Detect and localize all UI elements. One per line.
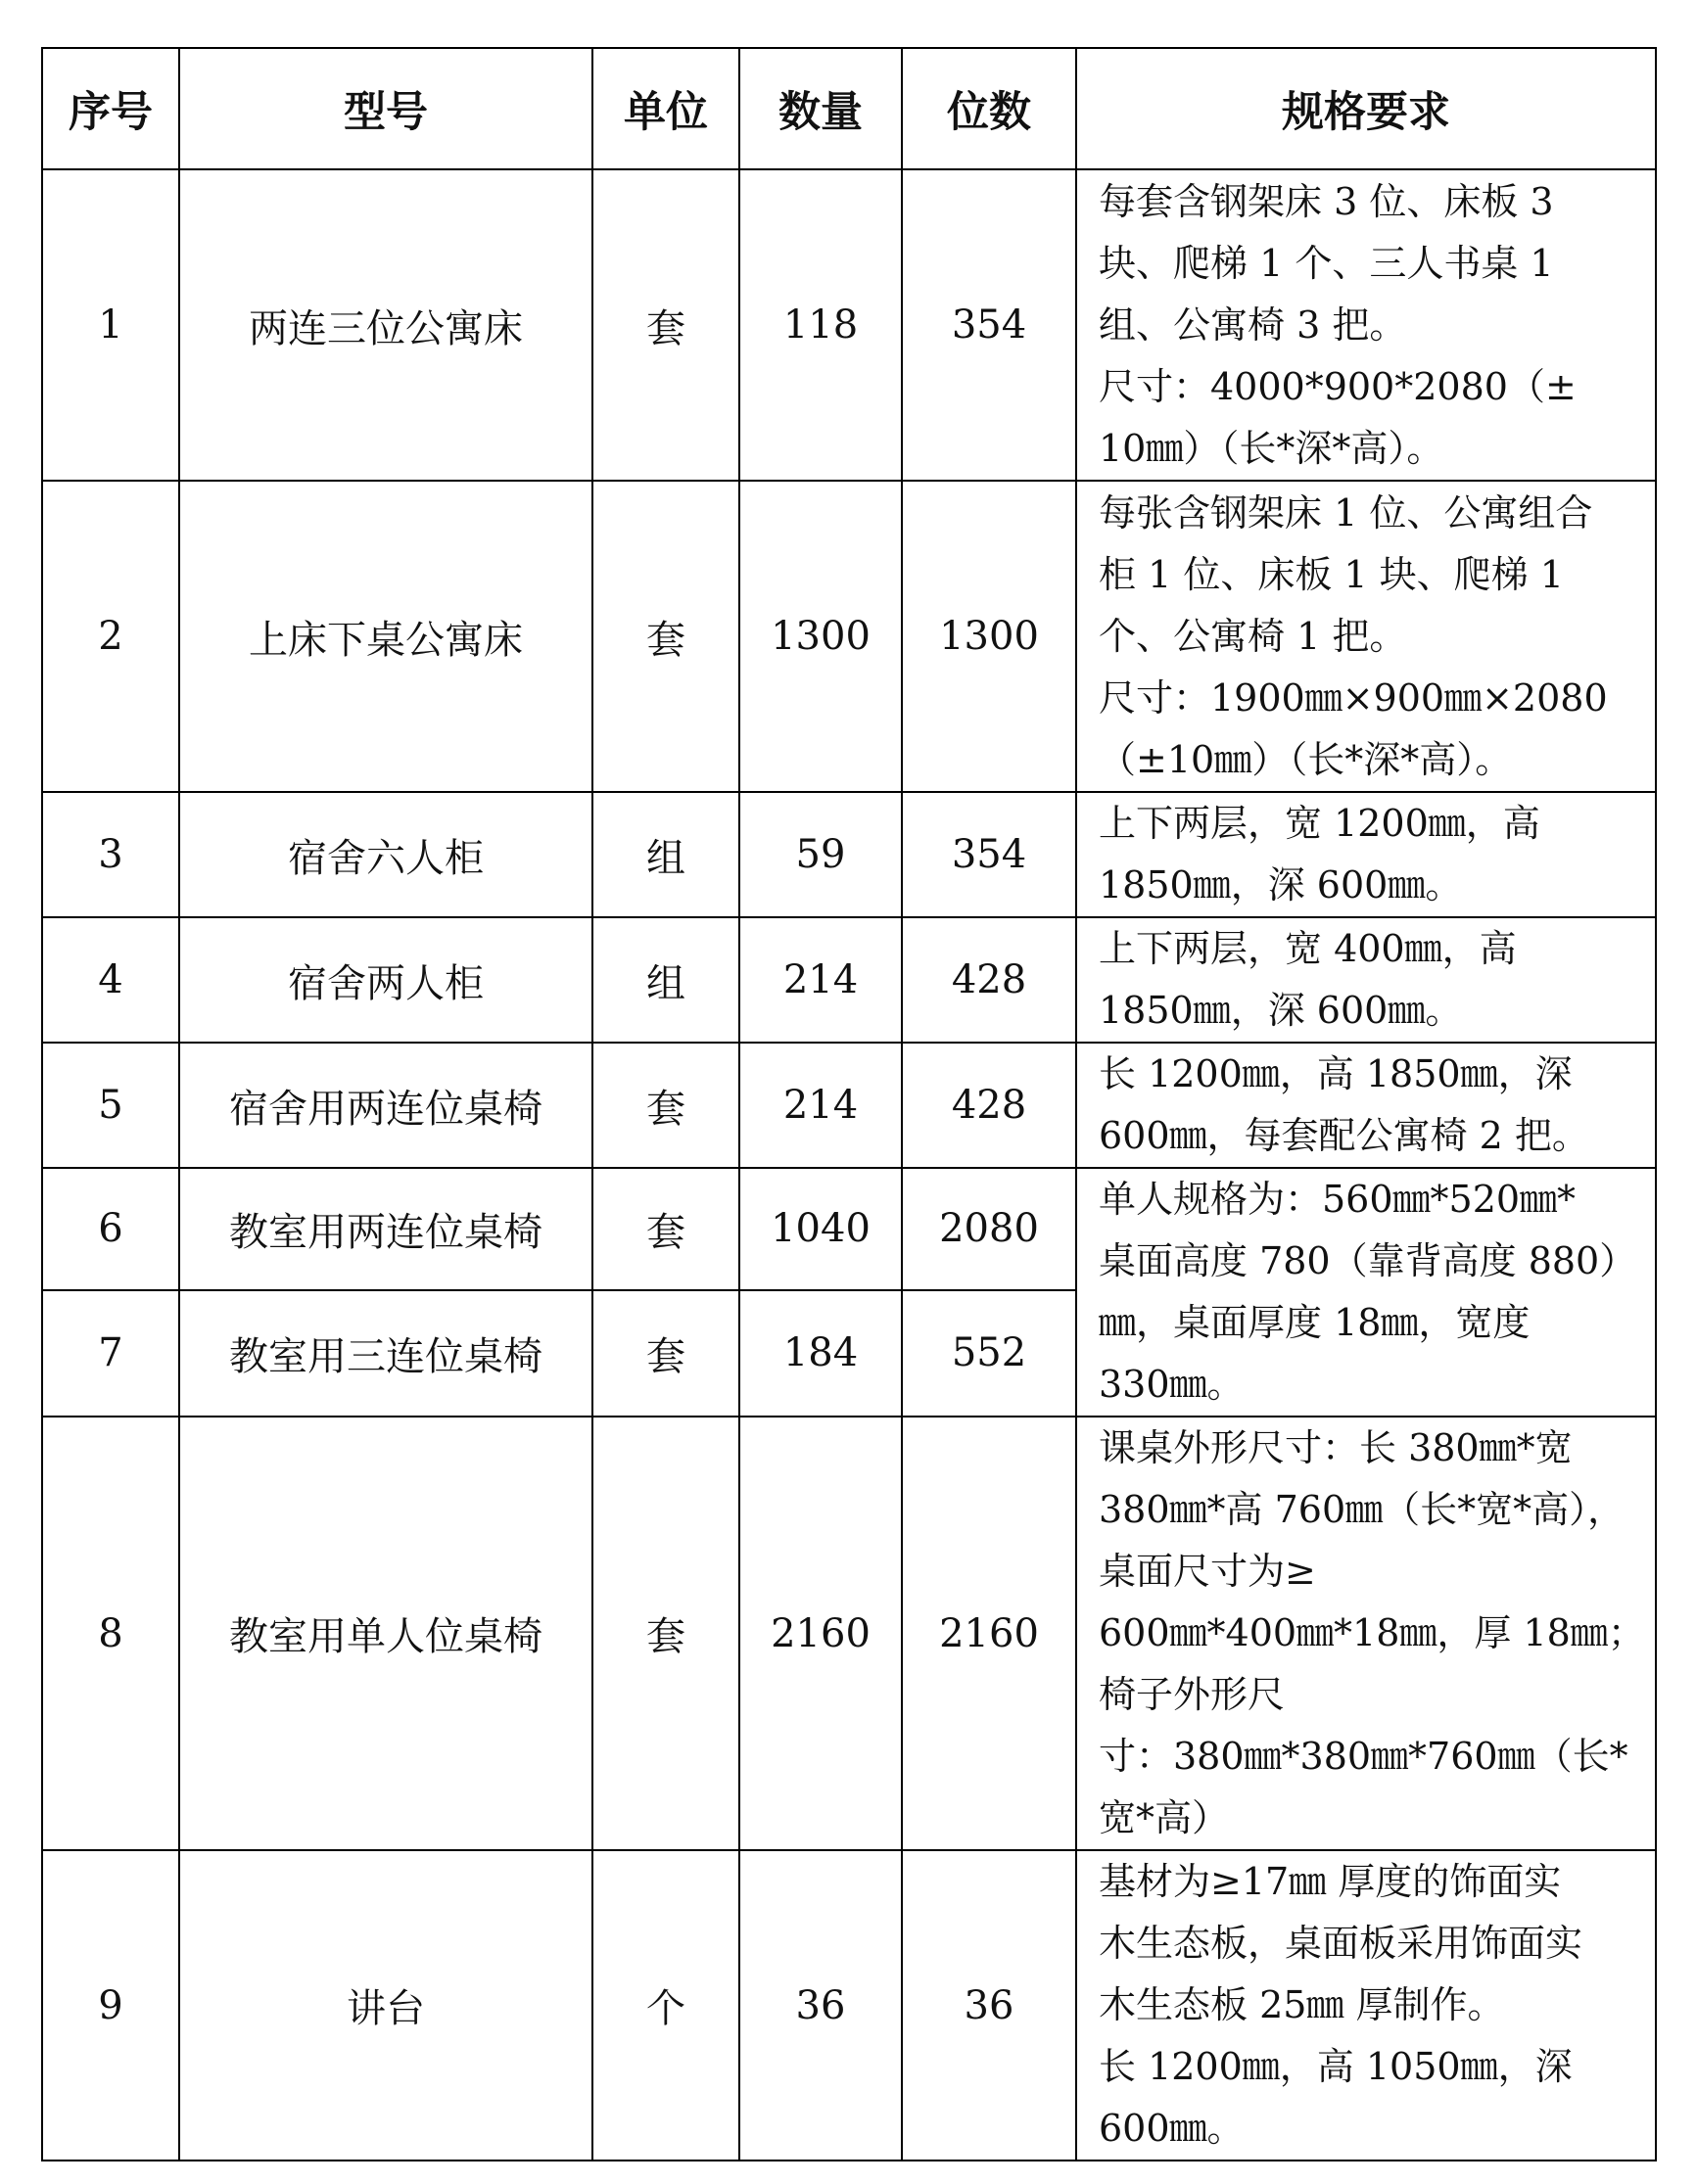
cell-no: 1 <box>42 169 179 481</box>
spec-line: 尺寸：1900㎜×900㎜×2080 <box>1099 675 1608 720</box>
cell-spec <box>1076 1850 1656 2161</box>
cell-no: 9 <box>42 1850 179 2161</box>
cell-unit: 组 <box>592 917 739 1043</box>
cell-model: 两连三位公寓床 <box>179 169 592 481</box>
cell-model: 讲台 <box>179 1850 592 2161</box>
spec-line: 桌面尺寸为≥ <box>1099 1550 1316 1593</box>
cell-model: 教室用两连位桌椅 <box>179 1168 592 1290</box>
cell-quantity: 118 <box>739 169 902 481</box>
cell-unit: 套 <box>592 1290 739 1417</box>
cell-quantity: 1040 <box>739 1168 902 1290</box>
cell-unit: 套 <box>592 1417 739 1850</box>
table-row <box>42 792 1656 917</box>
spec-line: 10㎜）（长*深*高）。 <box>1099 426 1444 470</box>
cell-no: 2 <box>42 481 179 792</box>
cell-model: 上床下桌公寓床 <box>179 481 592 792</box>
header-no: 序号 <box>42 48 179 169</box>
cell-unit: 套 <box>592 481 739 792</box>
cell-quantity: 1300 <box>739 481 902 792</box>
cell-unit: 组 <box>592 792 739 917</box>
spec-line: 600㎜*400㎜*18㎜，厚 18㎜； <box>1099 1611 1645 1654</box>
spec-line: 柜 1 位、床板 1 块、爬梯 1 <box>1099 552 1564 596</box>
cell-spec <box>1076 917 1656 1043</box>
cell-no: 7 <box>42 1290 179 1417</box>
spec-line: 木生态板 25㎜ 厚制作。 <box>1099 1983 1505 2026</box>
cell-seats: 354 <box>902 792 1076 917</box>
cell-spec <box>1076 1417 1656 1850</box>
cell-spec <box>1076 1168 1656 1417</box>
cell-seats: 354 <box>902 169 1076 481</box>
cell-quantity: 59 <box>739 792 902 917</box>
cell-unit: 套 <box>592 1168 739 1290</box>
table-row <box>42 917 1656 1043</box>
table-row <box>42 1043 1656 1168</box>
table-row <box>42 1850 1656 2161</box>
cell-no: 8 <box>42 1417 179 1850</box>
cell-model: 教室用三连位桌椅 <box>179 1290 592 1417</box>
spec-table <box>41 47 1657 2161</box>
spec-line: 块、爬梯 1 个、三人书桌 1 <box>1099 241 1554 285</box>
table-row <box>42 1168 1656 1290</box>
cell-model: 宿舍六人柜 <box>179 792 592 917</box>
spec-line: 单人规格为：560㎜*520㎜* <box>1099 1178 1577 1221</box>
cell-no: 6 <box>42 1168 179 1290</box>
cell-spec <box>1076 1043 1656 1168</box>
header-row <box>42 48 1656 169</box>
spec-line: 尺寸：4000*900*2080（± <box>1099 364 1577 408</box>
header-spec: 规格要求 <box>1076 48 1656 169</box>
cell-quantity: 214 <box>739 917 902 1043</box>
spec-line: 个、公寓椅 1 把。 <box>1099 614 1407 658</box>
cell-quantity: 184 <box>739 1290 902 1417</box>
cell-quantity: 36 <box>739 1850 902 2161</box>
cell-model: 宿舍用两连位桌椅 <box>179 1043 592 1168</box>
spec-line: 寸：380㎜*380㎜*760㎜（长* <box>1099 1735 1628 1778</box>
cell-seats: 428 <box>902 1043 1076 1168</box>
spec-line: 600㎜。 <box>1099 2107 1245 2150</box>
header-unit: 单位 <box>592 48 739 169</box>
spec-line: 上下两层，宽 400㎜，高 <box>1099 927 1517 970</box>
cell-no: 4 <box>42 917 179 1043</box>
spec-line: 1850㎜，深 600㎜。 <box>1099 863 1463 906</box>
cell-seats: 1300 <box>902 481 1076 792</box>
cell-seats: 428 <box>902 917 1076 1043</box>
table-row <box>42 481 1656 792</box>
spec-line: 椅子外形尺 <box>1099 1673 1286 1716</box>
cell-spec <box>1076 792 1656 917</box>
spec-line: 基材为≥17㎜ 厚度的饰面实 <box>1099 1860 1562 1903</box>
cell-quantity: 214 <box>739 1043 902 1168</box>
cell-model: 宿舍两人柜 <box>179 917 592 1043</box>
cell-seats: 552 <box>902 1290 1076 1417</box>
spec-line: 上下两层，宽 1200㎜，高 <box>1099 802 1540 845</box>
cell-unit: 套 <box>592 169 739 481</box>
spec-line: （±10㎜）（长*深*高）。 <box>1099 737 1513 781</box>
spec-line: 每张含钢架床 1 位、公寓组合 <box>1099 490 1593 534</box>
spec-line: 宽*高） <box>1099 1796 1230 1839</box>
table-row <box>42 169 1656 481</box>
cell-quantity: 2160 <box>739 1417 902 1850</box>
header-model: 型号 <box>179 48 592 169</box>
cell-spec <box>1076 481 1656 792</box>
spec-line: 380㎜*高 760㎜（长*宽*高）， <box>1099 1488 1625 1531</box>
cell-no: 5 <box>42 1043 179 1168</box>
cell-seats: 2160 <box>902 1417 1076 1850</box>
spec-line: 长 1200㎜，高 1050㎜，深 <box>1099 2045 1573 2088</box>
header-seats: 位数 <box>902 48 1076 169</box>
spec-line: 每套含钢架床 3 位、床板 3 <box>1099 179 1554 223</box>
spec-line: 330㎜。 <box>1099 1363 1245 1406</box>
cell-unit: 套 <box>592 1043 739 1168</box>
spec-line: 长 1200㎜，高 1850㎜，深 <box>1099 1052 1573 1095</box>
cell-spec <box>1076 169 1656 481</box>
spec-line: ㎜，桌面厚度 18㎜，宽度 <box>1099 1301 1531 1344</box>
cell-seats: 36 <box>902 1850 1076 2161</box>
cell-no: 3 <box>42 792 179 917</box>
spec-line: 课桌外形尺寸：长 380㎜*宽 <box>1099 1426 1573 1469</box>
spec-line: 木生态板，桌面板采用饰面实 <box>1099 1922 1583 1965</box>
header-quantity: 数量 <box>739 48 902 169</box>
spec-line: 600㎜，每套配公寓椅 2 把。 <box>1099 1114 1589 1157</box>
cell-model: 教室用单人位桌椅 <box>179 1417 592 1850</box>
cell-seats: 2080 <box>902 1168 1076 1290</box>
spec-line: 1850㎜，深 600㎜。 <box>1099 989 1463 1032</box>
spec-line: 桌面高度 780（靠背高度 880） <box>1099 1239 1637 1282</box>
cell-unit: 个 <box>592 1850 739 2161</box>
table-row <box>42 1417 1656 1850</box>
spec-line: 组、公寓椅 3 把。 <box>1099 302 1407 347</box>
